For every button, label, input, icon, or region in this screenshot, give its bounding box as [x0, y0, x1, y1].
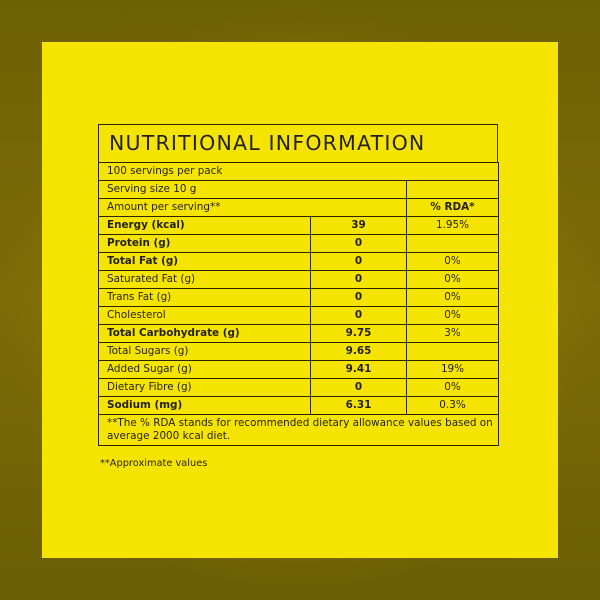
rda-header: % RDA* [407, 199, 499, 217]
title-box [98, 124, 498, 162]
amount-per-serving-header: Amount per serving** [99, 199, 407, 217]
nutrient-name: Total Sugars (g) [99, 343, 311, 361]
nutrient-value: 9.75 [311, 325, 407, 343]
nutrition-table-body [99, 163, 499, 446]
nutrient-value: 0 [311, 289, 407, 307]
table-row [99, 253, 499, 271]
servings-per-pack: 100 servings per pack [99, 163, 499, 181]
nutrition-label [98, 124, 498, 469]
nutrient-rda: 19% [407, 361, 499, 379]
table-row [99, 235, 499, 253]
nutrient-name: Total Fat (g) [99, 253, 311, 271]
nutrient-rda [407, 235, 499, 253]
table-row [99, 289, 499, 307]
table-row [99, 271, 499, 289]
table-row [99, 361, 499, 379]
nutrient-name: Protein (g) [99, 235, 311, 253]
nutrient-rda: 0% [407, 271, 499, 289]
nutrient-rda [407, 343, 499, 361]
nutrient-name: Energy (kcal) [99, 217, 311, 235]
serving-size-blank [407, 181, 499, 199]
nutrient-value: 0 [311, 235, 407, 253]
serving-size: Serving size 10 g [99, 181, 407, 199]
nutrient-value: 0 [311, 379, 407, 397]
page-title: NUTRITIONAL INFORMATION [109, 131, 426, 155]
nutrient-rda: 3% [407, 325, 499, 343]
table-row-footnote [99, 415, 499, 446]
table-row [99, 325, 499, 343]
nutrient-name: Total Carbohydrate (g) [99, 325, 311, 343]
nutrient-rda: 1.95% [407, 217, 499, 235]
nutrient-name: Cholesterol [99, 307, 311, 325]
yellow-label-card [42, 42, 558, 558]
nutrient-value: 9.41 [311, 361, 407, 379]
table-row [99, 217, 499, 235]
nutrient-rda: 0% [407, 253, 499, 271]
nutrient-value: 0 [311, 307, 407, 325]
nutrient-value: 0 [311, 271, 407, 289]
nutrient-name: Sodium (mg) [99, 397, 311, 415]
approximate-values-note: **Approximate values [100, 458, 208, 469]
nutrient-rda: 0% [407, 307, 499, 325]
table-row [99, 397, 499, 415]
nutrient-rda: 0.3% [407, 397, 499, 415]
table-row-header [99, 199, 499, 217]
nutrient-name: Added Sugar (g) [99, 361, 311, 379]
table-row [99, 343, 499, 361]
nutrient-value: 9.65 [311, 343, 407, 361]
nutrient-value: 39 [311, 217, 407, 235]
table-row [99, 307, 499, 325]
table-row-servings [99, 163, 499, 181]
table-row [99, 379, 499, 397]
nutrient-name: Trans Fat (g) [99, 289, 311, 307]
table-row-serving-size [99, 181, 499, 199]
nutrient-value: 6.31 [311, 397, 407, 415]
nutrition-table [98, 162, 499, 446]
nutrient-rda: 0% [407, 289, 499, 307]
nutrient-name: Saturated Fat (g) [99, 271, 311, 289]
nutrient-value: 0 [311, 253, 407, 271]
rda-footnote: **The % RDA stands for recommended dietary allowance values based on average 2000 kcal diet. [99, 415, 499, 446]
nutrient-rda: 0% [407, 379, 499, 397]
nutrient-name: Dietary Fibre (g) [99, 379, 311, 397]
